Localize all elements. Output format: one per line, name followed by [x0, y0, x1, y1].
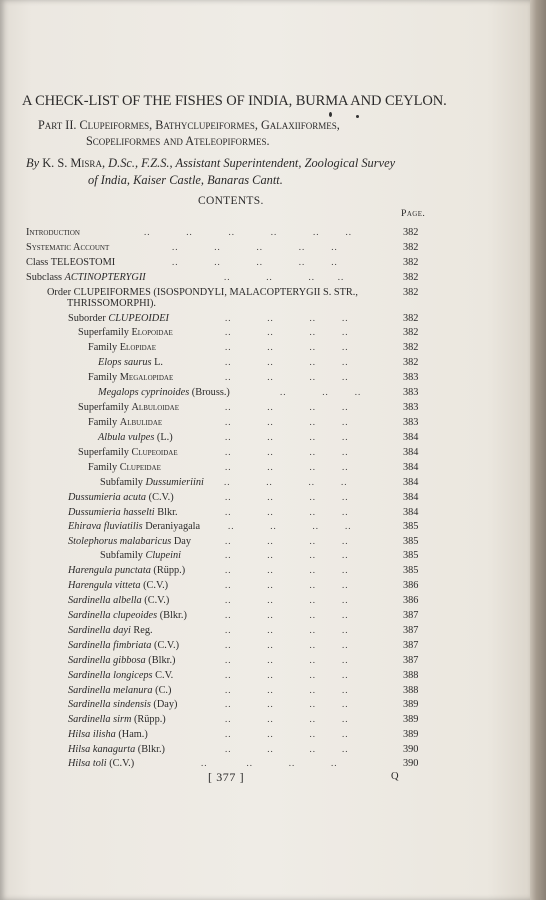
toc-row	[68, 640, 419, 654]
toc-page: 382	[403, 242, 419, 253]
leader-dots: .. .. .. ..	[225, 729, 349, 739]
leader-dots: .. .. .. ..	[228, 521, 352, 531]
contents-heading: CONTENTS.	[198, 195, 264, 207]
author-line-1	[26, 155, 456, 172]
toc-row	[68, 610, 419, 624]
toc-row	[68, 536, 419, 550]
toc-label: Hilsa toli (C.V.)	[68, 758, 135, 769]
leader-dots: .. .. .. ..	[201, 758, 338, 768]
toc-label: Albula vulpes (L.)	[98, 432, 173, 443]
toc-page: 387	[403, 655, 419, 666]
toc-page: 382	[403, 257, 419, 268]
leader-dots: .. .. .. ..	[225, 432, 349, 442]
toc-label: Class TELEOSTOMI	[26, 257, 116, 268]
toc-label: Sardinella sirm (Rüpp.)	[68, 714, 166, 725]
toc-row	[68, 625, 419, 639]
toc-page: 387	[403, 625, 419, 636]
toc-page: 387	[403, 640, 419, 651]
author-line-2: of India, Kaiser Castle, Banaras Cantt.	[88, 173, 283, 187]
toc-label: Superfamily Clupeoidae	[78, 447, 178, 458]
leader-dots: .. .. .. ..	[225, 417, 349, 427]
leader-dots: .. .. .. ..	[225, 447, 349, 457]
toc-label: Sardinella dayi Reg.	[68, 625, 153, 636]
toc-label: Family Elopidae	[88, 342, 156, 353]
toc-page: 382	[403, 272, 419, 283]
part-line-2: Scopeliformes and Ateleopiformes.	[86, 134, 270, 148]
toc-page: 386	[403, 580, 419, 591]
toc-row	[68, 685, 419, 699]
toc-row	[88, 342, 419, 356]
toc-label: Sardinella fimbriata (C.V.)	[68, 640, 179, 651]
toc-label: Sardinella clupeoides (Blkr.)	[68, 610, 187, 621]
toc-page: 382	[403, 327, 419, 338]
leader-dots: .. .. .. ..	[225, 507, 349, 517]
leader-dots: .. .. .. ..	[225, 699, 349, 709]
leader-dots: .. .. .. ..	[225, 342, 349, 352]
toc-page: 383	[403, 402, 419, 413]
toc-row	[68, 714, 419, 728]
toc-row	[88, 462, 419, 476]
author-name: K. S. Misra	[42, 156, 102, 170]
part-line-1: Part II. Clupeiformes, Bathyclupeiformes, Galaxiiformes,	[38, 118, 340, 132]
part-subtitle	[38, 117, 438, 149]
signature-mark: Q	[391, 771, 399, 782]
toc-label: Suborder CLUPEOIDEI	[68, 313, 169, 324]
leader-dots: .. .. .. ..	[225, 655, 349, 665]
toc-row	[78, 447, 419, 461]
leader-dots: .. .. .. ..	[225, 402, 349, 412]
toc-page: 382	[403, 287, 419, 298]
toc-row	[98, 432, 419, 446]
page-column-heading: Page.	[401, 208, 426, 219]
toc-row	[68, 521, 419, 535]
toc-label: Stolephorus malabaricus Day	[68, 536, 191, 547]
toc-page: 386	[403, 595, 419, 606]
leader-dots: .. .. .. ..	[225, 625, 349, 635]
toc-page: 389	[403, 714, 419, 725]
toc-page: 388	[403, 685, 419, 696]
leader-dots: .. .. .. ..	[225, 565, 349, 575]
leader-dots: .. .. .. ..	[225, 536, 349, 546]
toc-label: Superfamily Albuloidae	[78, 402, 179, 413]
page-title: A CHECK-LIST OF THE FISHES OF INDIA, BURMA AND CEYLON.	[22, 93, 447, 109]
toc-row	[26, 242, 419, 256]
toc-page: 383	[403, 417, 419, 428]
leader-dots: .. .. .. ..	[225, 372, 349, 382]
leader-dots: .. .. .. ..	[225, 685, 349, 695]
leader-dots: .. .. .. ..	[224, 272, 345, 282]
toc-label: Dussumieria acuta (C.V.)	[68, 492, 174, 503]
toc-row	[68, 565, 419, 579]
page-edge	[530, 0, 546, 900]
toc-row	[68, 758, 419, 772]
toc-label: Sardinella gibbosa (Blkr.)	[68, 655, 176, 666]
toc-label: Hilsa ilisha (Ham.)	[68, 729, 148, 740]
toc-page: 384	[403, 492, 419, 503]
author-block	[26, 155, 456, 189]
toc-page: 383	[403, 387, 419, 398]
toc-row	[26, 272, 419, 286]
leader-dots: .. .. ..	[280, 387, 362, 397]
toc-row	[68, 655, 419, 669]
leader-dots: .. .. .. ..	[225, 357, 349, 367]
toc-label: Harengula punctata (Rüpp.)	[68, 565, 186, 576]
toc-row	[88, 417, 419, 431]
leader-dots: .. .. .. .. ..	[172, 257, 338, 267]
leader-dots: .. .. .. .. .. ..	[144, 227, 352, 237]
toc-page: 388	[403, 670, 419, 681]
toc-label: Megalops cyprinoides (Brouss.)	[98, 387, 230, 398]
toc-row	[68, 580, 419, 594]
toc-row	[68, 595, 419, 609]
toc-row	[100, 477, 419, 491]
toc-label: Order CLUPEIFORMES (ISOSPONDYLI, MALACOPTERYGII S. STR.,	[47, 287, 358, 298]
toc-page: 390	[403, 744, 419, 755]
toc-label-continued: THRISSOMORPHI).	[67, 298, 156, 309]
toc-row	[78, 327, 419, 341]
toc-label: Sardinella longiceps C.V.	[68, 670, 174, 681]
leader-dots: .. .. .. ..	[225, 670, 349, 680]
toc-page: 385	[403, 565, 419, 576]
leader-dots: .. .. .. ..	[225, 550, 349, 560]
toc-page: 382	[403, 313, 419, 324]
toc-row	[100, 550, 419, 564]
toc-page: 389	[403, 699, 419, 710]
author-by: By	[26, 156, 40, 170]
toc-row	[68, 313, 419, 327]
leader-dots: .. .. .. .. ..	[172, 242, 338, 252]
toc-label: Family Megalopidae	[88, 372, 174, 383]
toc-page: 390	[403, 758, 419, 769]
toc-row	[88, 372, 419, 386]
toc-label: Hilsa kanagurta (Blkr.)	[68, 744, 165, 755]
toc-page: 382	[403, 227, 419, 238]
toc-label: Sardinella albella (C.V.)	[68, 595, 170, 606]
toc-page: 384	[403, 507, 419, 518]
leader-dots: .. .. .. ..	[225, 462, 349, 472]
toc-label: Systematic Account	[26, 242, 110, 253]
leader-dots: .. .. .. ..	[225, 580, 349, 590]
toc-page: 384	[403, 462, 419, 473]
toc-row	[68, 729, 419, 743]
toc-row	[68, 670, 419, 684]
toc-row	[68, 744, 419, 758]
toc-row	[78, 402, 419, 416]
leader-dots: .. .. .. ..	[225, 492, 349, 502]
leader-dots: .. .. .. ..	[225, 595, 349, 605]
toc-row	[68, 492, 419, 506]
toc-page: 384	[403, 432, 419, 443]
author-affiliation: , D.Sc., F.Z.S., Assistant Superintendent, Zoological Survey	[101, 156, 396, 170]
toc-label: Introduction	[26, 227, 80, 238]
toc-label: Dussumieria hasselti Blkr.	[68, 507, 178, 518]
toc-label: Superfamily Elopoidae	[78, 327, 173, 338]
toc-label: Subclass ACTINOPTERYGII	[26, 272, 146, 283]
toc-page: 382	[403, 357, 419, 368]
leader-dots: .. .. .. ..	[224, 477, 348, 487]
toc-page: 389	[403, 729, 419, 740]
toc-page: 387	[403, 610, 419, 621]
leader-dots: .. .. .. ..	[225, 744, 349, 754]
toc-label: Subfamily Dussumieriini	[100, 477, 204, 488]
toc-label: Family Clupeidae	[88, 462, 161, 473]
page-number: [ 377 ]	[208, 770, 245, 784]
ink-mark	[329, 112, 332, 117]
toc-page: 385	[403, 550, 419, 561]
toc-row	[26, 257, 419, 271]
toc-row	[98, 387, 419, 401]
leader-dots: .. .. .. ..	[225, 327, 349, 337]
leader-dots: .. .. .. ..	[225, 313, 349, 323]
toc-page: 383	[403, 372, 419, 383]
leader-dots: .. .. .. ..	[225, 714, 349, 724]
toc-page: 385	[403, 521, 419, 532]
leader-dots: .. .. .. ..	[225, 640, 349, 650]
toc-label: Ehirava fluviatilis Deraniyagala	[68, 521, 201, 532]
toc-row	[68, 699, 419, 713]
toc-row	[98, 357, 419, 371]
toc-label: Sardinella melanura (C.)	[68, 685, 172, 696]
leader-dots: .. .. .. ..	[225, 610, 349, 620]
toc-row	[26, 227, 419, 241]
toc-page: 384	[403, 447, 419, 458]
toc-label: Elops saurus L.	[98, 357, 163, 368]
toc-page: 384	[403, 477, 419, 488]
toc-page: 382	[403, 342, 419, 353]
toc-page: 385	[403, 536, 419, 547]
ink-mark	[356, 115, 359, 118]
toc-row	[68, 507, 419, 521]
toc-label: Subfamily Clupeini	[100, 550, 181, 561]
toc-label: Harengula vitteta (C.V.)	[68, 580, 169, 591]
toc-label: Family Albulidae	[88, 417, 163, 428]
toc-label: Sardinella sindensis (Day)	[68, 699, 178, 710]
